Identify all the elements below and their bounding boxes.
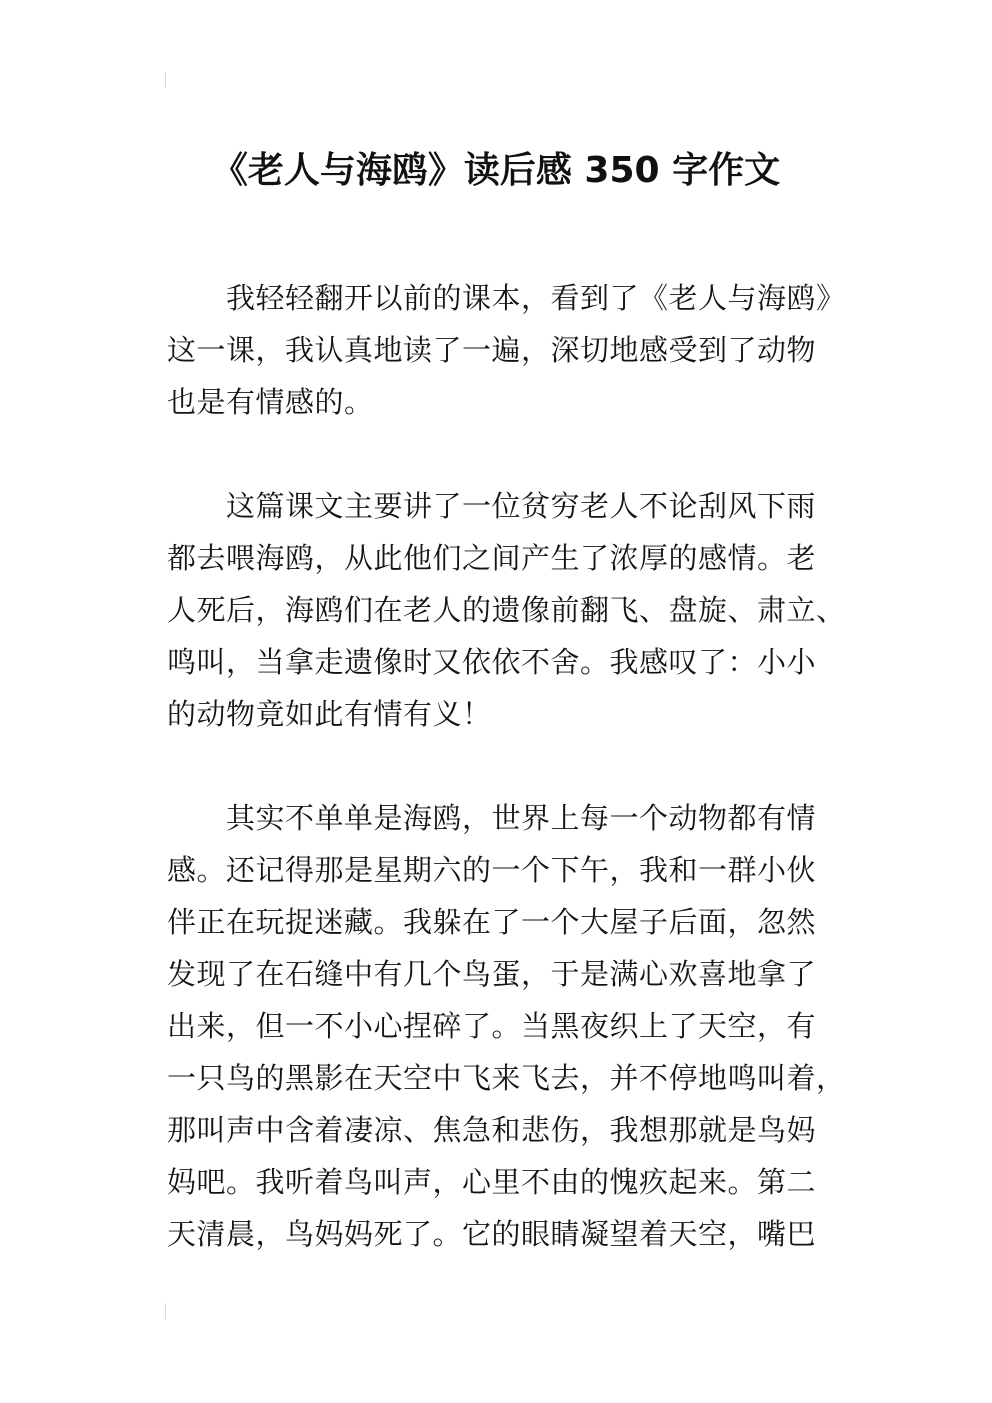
- document-body: [167, 272, 846, 1312]
- page-margin-mark-bottom: [165, 1303, 166, 1319]
- paragraph-2: [167, 480, 846, 740]
- text-line: 这篇课文主要讲了一位贫穷老人不论刮风下雨: [167, 489, 817, 523]
- text-line: 我轻轻翻开以前的课本，看到了《老人与海鸥》: [167, 281, 846, 315]
- text-line: 伴正在玩捉迷藏。我躲在了一个大屋子后面，忽然: [167, 905, 817, 939]
- text-line: 那叫声中含着凄凉、焦急和悲伤，我想那就是鸟妈: [167, 1113, 817, 1147]
- text-line: 都去喂海鸥，从此他们之间产生了浓厚的感情。老: [167, 541, 817, 575]
- text-line: 天清晨，鸟妈妈死了。它的眼睛凝望着天空，嘴巴: [167, 1217, 817, 1251]
- text-line: 人死后，海鸥们在老人的遗像前翻飞、盘旋、肃立、: [167, 593, 846, 627]
- text-line: 出来，但一不小心捏碎了。当黑夜织上了天空，有: [167, 1009, 817, 1043]
- text-line: 也是有情感的。: [167, 385, 374, 419]
- text-line: 一只鸟的黑影在天空中飞来飞去，并不停地鸣叫着，: [167, 1061, 846, 1095]
- text-line: 其实不单单是海鸥，世界上每一个动物都有情: [167, 801, 817, 835]
- text-line: 的动物竟如此有情有义！: [167, 697, 492, 731]
- text-line: 感。还记得那是星期六的一个下午，我和一群小伙: [167, 853, 817, 887]
- text-line: 鸣叫，当拿走遗像时又依依不舍。我感叹了：小小: [167, 645, 817, 679]
- page-margin-mark-top: [165, 72, 166, 88]
- text-line: 这一课，我认真地读了一遍，深切地感受到了动物: [167, 333, 817, 367]
- document-title: 《老人与海鸥》读后感 350 字作文: [211, 150, 781, 192]
- text-line: 妈吧。我听着鸟叫声，心里不由的愧疚起来。第二: [167, 1165, 817, 1199]
- paragraph-1: [167, 272, 846, 428]
- paragraph-3: [167, 792, 846, 1260]
- text-line: 发现了在石缝中有几个鸟蛋，于是满心欢喜地拿了: [167, 957, 817, 991]
